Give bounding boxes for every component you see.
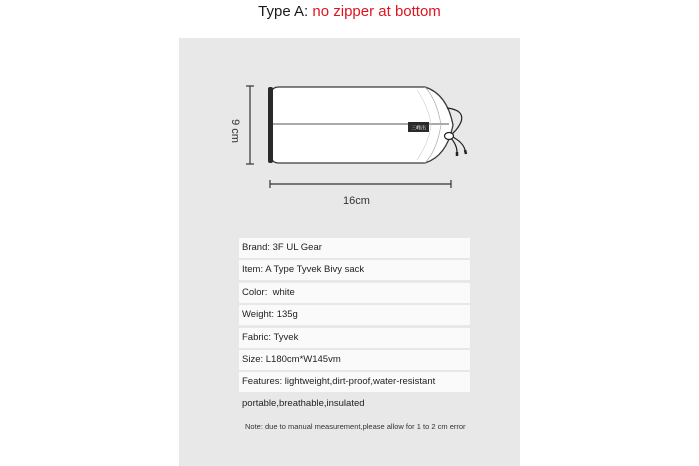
spec-value: A Type Tyvek Bivy sack xyxy=(265,264,365,275)
height-dimension-line xyxy=(246,86,254,164)
spec-label: Features: xyxy=(242,376,283,387)
height-label: 9 cm xyxy=(228,119,241,143)
spec-row-item xyxy=(239,260,470,280)
tag-text: 三峰出 xyxy=(410,125,427,132)
spec-row-weight xyxy=(239,305,470,325)
spec-row-features-cont xyxy=(239,394,470,414)
spec-row-fabric xyxy=(239,328,470,348)
width-dimension-line xyxy=(270,180,451,188)
spec-value: lightweight,dirt-proof,water-resistant xyxy=(284,376,436,387)
spec-value: portable,breathable,insulated xyxy=(242,398,365,409)
spec-row-size xyxy=(239,350,470,370)
brand-tag xyxy=(408,122,429,132)
spec-value: 3F UL Gear xyxy=(272,242,322,253)
spec-row-features xyxy=(239,372,470,392)
spec-label: Item: xyxy=(242,264,264,275)
spec-label: Size: xyxy=(242,354,264,365)
spec-row-color xyxy=(239,283,470,303)
spec-value: white xyxy=(272,287,295,298)
zipper-note: no zipper at bottom xyxy=(312,3,441,20)
width-label: 16cm xyxy=(343,195,370,207)
spec-label: Fabric: xyxy=(242,332,272,343)
spec-label: Weight: xyxy=(242,309,275,320)
headline xyxy=(0,2,699,22)
spec-label: Brand: xyxy=(242,242,270,253)
measurement-note: Note: due to manual measurement,please allow for 1 to 2 cm error xyxy=(245,422,466,431)
product-panel xyxy=(179,38,520,466)
spec-value: 135g xyxy=(276,309,298,320)
type-label: Type A: xyxy=(258,3,309,20)
spec-row-brand xyxy=(239,238,470,258)
spec-value: L180cm*W145vm xyxy=(265,354,341,365)
spec-label: Color: xyxy=(242,287,268,298)
spec-value: Tyvek xyxy=(273,332,299,343)
